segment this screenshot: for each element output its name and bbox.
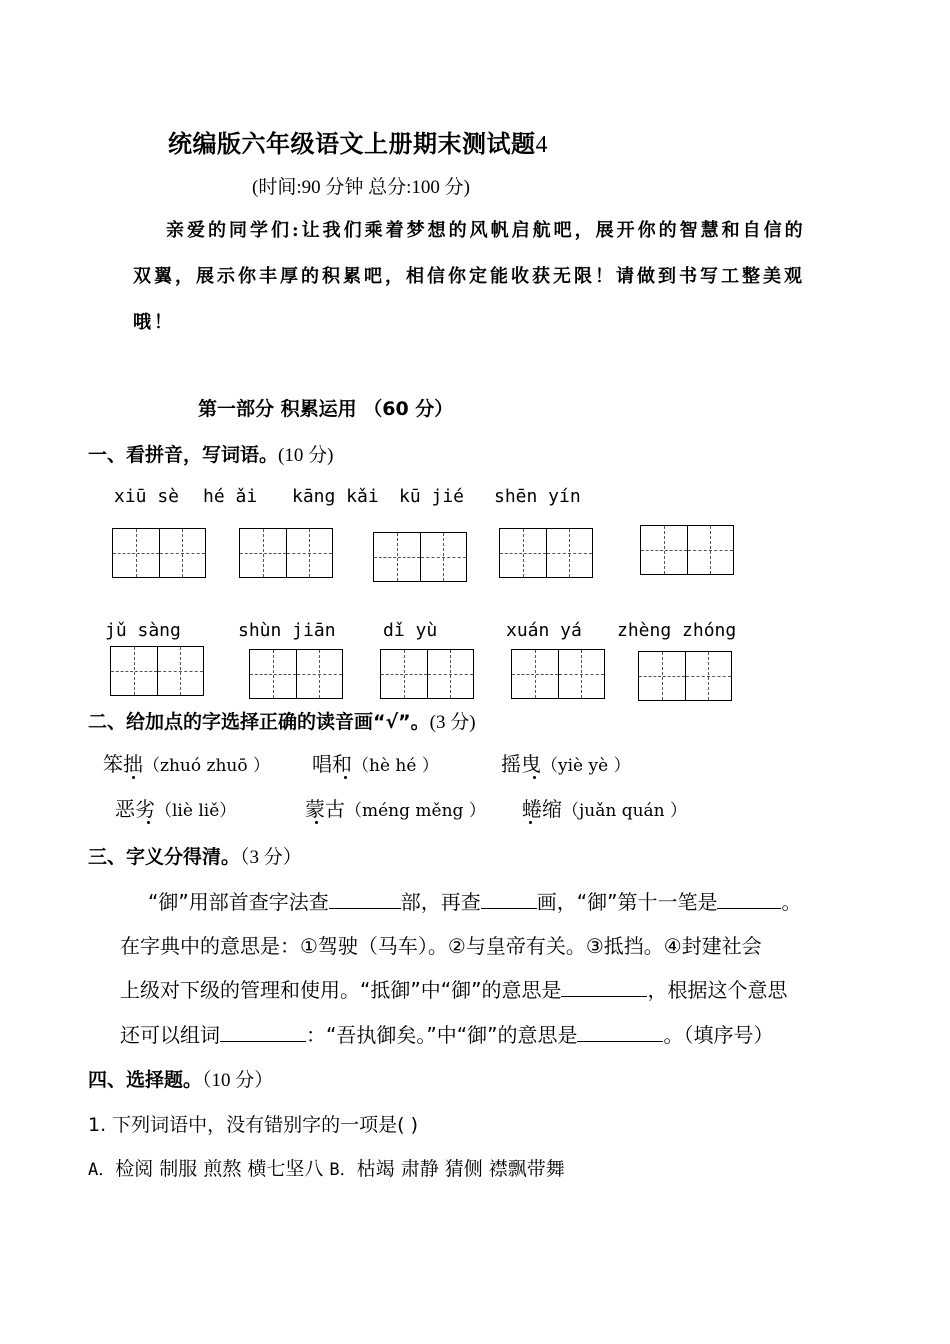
reading-item: 蒙古（méng měng ） [305, 797, 486, 821]
writing-grid[interactable] [638, 651, 732, 701]
writing-grid[interactable] [249, 649, 343, 699]
reading-item: 蜷缩（juǎn quán ） [522, 797, 688, 821]
reading-item: 唱和（hè hé ） [312, 752, 439, 776]
writing-grid[interactable] [373, 532, 467, 582]
writing-grid[interactable] [380, 649, 474, 699]
intro-line-2: 双翼，展示你丰厚的积累吧，相信你定能收获无限！请做到书写工整美观 [133, 266, 805, 287]
pinyin: hé ǎi [203, 486, 258, 507]
section-3-heading: 三、字义分得清。（3 分） [88, 846, 302, 868]
writing-grid[interactable] [112, 528, 206, 578]
answer-blank[interactable] [561, 978, 647, 997]
exam-info: (时间:90 分钟 总分:100 分) [252, 177, 470, 198]
page-title: 统编版六年级语文上册期末测试题4 [168, 130, 548, 158]
emphasis-dot [344, 776, 347, 779]
writing-grid[interactable] [239, 528, 333, 578]
answer-blank[interactable] [329, 890, 401, 909]
intro-line-1: 亲爱的同学们:让我们乘着梦想的风帆启航吧，展开你的智慧和自信的 [166, 220, 806, 241]
emphasis-dot [315, 821, 318, 824]
pinyin: shùn jiān [238, 620, 336, 641]
emphasis-dot [132, 776, 135, 779]
pinyin: xiū sè [114, 486, 180, 507]
question-text: 在字典中的意思是：①驾驶（马车）。②与皇帝有关。③抵挡。④封建社会 [120, 934, 762, 958]
writing-grid[interactable] [110, 646, 204, 696]
emphasis-dot [147, 821, 150, 824]
question-text: 还可以组词 ：“吾执御矣。”中“御”的意思是 。（填序号） [120, 1023, 774, 1047]
writing-grid[interactable] [640, 525, 734, 575]
pinyin: shēn yín [494, 486, 581, 507]
writing-grid[interactable] [511, 649, 605, 699]
emphasis-dot [533, 776, 536, 779]
pinyin: kāng kǎi [292, 486, 379, 507]
part-heading: 第一部分 积累运用 （60 分） [198, 398, 454, 420]
pinyin: kū jié [399, 486, 465, 507]
answer-blank[interactable] [717, 890, 781, 909]
question-text: “御”用部首查字法查 部，再查 画，“御”第十一笔是 。 [148, 890, 802, 914]
section-2-heading: 二、给加点的字选择正确的读音画“√”。(3 分) [88, 711, 476, 733]
section-1-heading: 一、看拼音，写词语。(10 分) [88, 444, 334, 466]
pinyin: jǔ sàng [105, 620, 181, 641]
pinyin: dǐ yù [383, 620, 438, 641]
intro-line-3: 哦！ [133, 312, 175, 333]
answer-blank[interactable] [577, 1023, 663, 1042]
question-1-options: A．检阅 制服 煎熬 横七坚八 B．枯竭 肃静 猜侧 襟飘带舞 [88, 1158, 565, 1180]
pinyin: xuán yá [506, 620, 582, 641]
reading-item: 恶劣（liè liě） [115, 797, 237, 821]
reading-item: 笨拙（zhuó zhuō ） [103, 752, 270, 776]
question-text: 上级对下级的管理和使用。“抵御”中“御”的意思是 ，根据这个意思 [120, 978, 788, 1002]
answer-blank[interactable] [481, 890, 537, 909]
writing-grid[interactable] [499, 528, 593, 578]
reading-item: 摇曳（yiè yè ） [501, 752, 631, 776]
question-1: 1. 下列词语中，没有错别字的一项是( ) [88, 1114, 419, 1136]
pinyin: zhèng zhóng [617, 620, 737, 641]
answer-blank[interactable] [220, 1023, 306, 1042]
section-4-heading: 四、选择题。（10 分） [88, 1069, 274, 1091]
emphasis-dot [529, 821, 532, 824]
